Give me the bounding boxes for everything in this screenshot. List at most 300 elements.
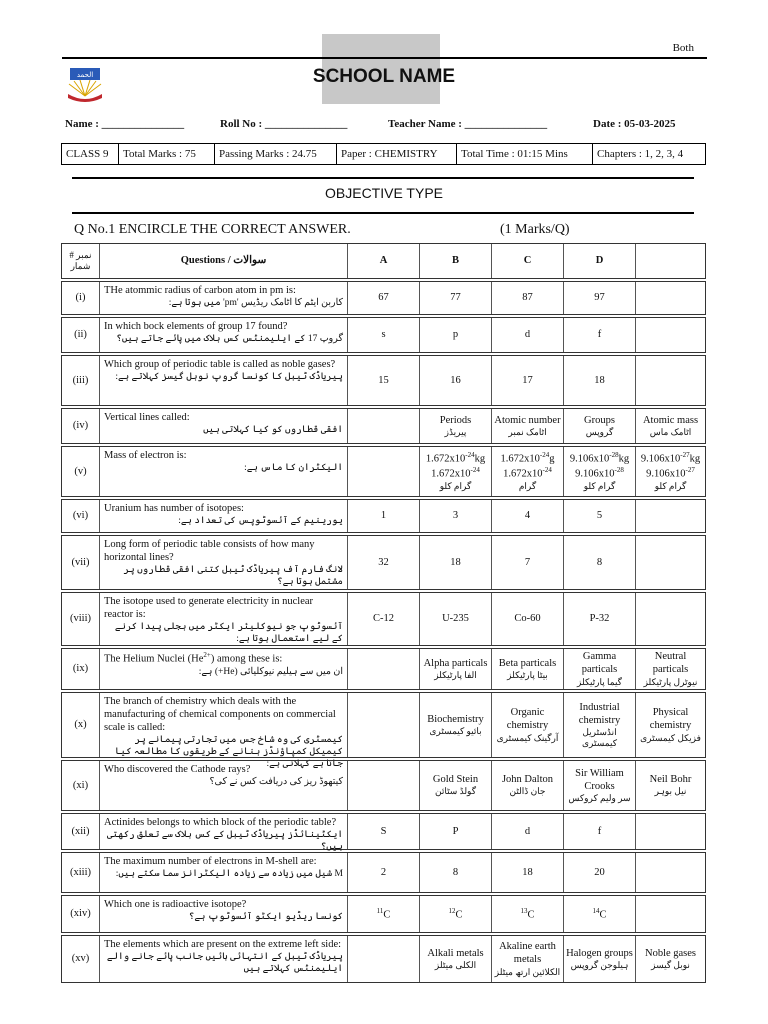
option-c-urdu: گروپس [585, 426, 614, 437]
option-d-text: 20 [594, 866, 605, 878]
option-a-text: C-12 [373, 613, 394, 625]
option-a-urdu: بائیو کیمسٹری [429, 725, 482, 736]
question-urdu: کیتھوڈ ریز کی دریافت کس نے کی؟ [209, 777, 343, 788]
option-d-text: f [597, 329, 602, 341]
option-a[interactable] [348, 593, 420, 645]
class-cell: CLASS 9 [62, 144, 119, 164]
question-urdu: الیکٹران کا ماس ہے: [244, 463, 343, 474]
empty-cell [636, 536, 705, 589]
option-a[interactable] [348, 814, 420, 849]
option-b-text: John Dalton [501, 774, 554, 786]
option-c-urdu: انڈسٹریل کیمسٹری [582, 726, 617, 749]
option-d-text: $^{14}$C [592, 906, 607, 921]
option-c[interactable] [492, 814, 564, 849]
top-rule [62, 57, 707, 59]
option-b-content [450, 374, 461, 387]
question-text: Uranium has number of isotopes: [104, 503, 244, 514]
empty-cell [348, 761, 420, 810]
option-a-content [427, 947, 483, 971]
option-b[interactable] [492, 409, 564, 443]
option-c-content [525, 825, 530, 838]
empty-cell [348, 936, 420, 982]
option-a-content [433, 773, 478, 797]
question-urdu: پیریاڈک ٹیبل کا کونسا گروپ نوبل گیسز کہلاتے ہے: [115, 372, 343, 383]
option-b[interactable] [420, 593, 492, 645]
option-a-text: 32 [378, 556, 389, 568]
option-d-text: 5 [596, 510, 603, 522]
option-b-urdu: آرگینک کیمسٹری [496, 732, 559, 743]
question-text: Long form of periodic table consists of how many horizontal lines? [104, 539, 315, 564]
question-text: In which bock elements of group 17 found? [104, 321, 288, 332]
row-number: (viii) [62, 593, 100, 645]
row-number: (xii) [62, 814, 100, 849]
table-row [61, 813, 706, 850]
option-b-urdu: بیٹا پارٹیکلز [507, 669, 548, 680]
option-a-content [381, 866, 386, 879]
option-d[interactable] [564, 896, 636, 932]
option-a[interactable] [348, 282, 420, 314]
option-b-text: 77 [450, 292, 461, 304]
option-c[interactable] [492, 536, 564, 589]
option-b[interactable] [492, 693, 564, 757]
rule [72, 212, 694, 214]
info-bar [61, 143, 706, 165]
question-urdu: M شیل میں زیادہ سے زیادہ الیکٹرانز سما سکتے ہیں: [115, 869, 343, 880]
option-c-content [525, 556, 530, 569]
option-b-content [499, 657, 556, 681]
option-b-text: U-235 [442, 613, 469, 625]
option-b-content [453, 866, 458, 879]
option-a-content [426, 451, 485, 492]
option-a-urdu: پیریڈز [444, 426, 467, 437]
empty-cell [636, 853, 705, 892]
option-b[interactable] [420, 282, 492, 314]
option-d[interactable] [636, 409, 705, 443]
table-row [61, 852, 706, 893]
question-heading: Q No.1 ENCIRCLE THE CORRECT ANSWER. [74, 222, 351, 237]
option-c[interactable] [564, 409, 636, 443]
option-c-content [514, 612, 540, 625]
option-a-content [381, 509, 386, 522]
option-b-content [494, 414, 560, 438]
option-c-text: Gamma particals [581, 651, 618, 676]
option-b-content [492, 706, 563, 744]
option-a-urdu: گولڈ سٹائن [434, 786, 476, 797]
option-a-text: 1 [380, 510, 387, 522]
option-a[interactable] [348, 896, 420, 932]
option-c-content [564, 767, 635, 805]
question-text: The elements which are present on the extreme left side: [104, 939, 342, 950]
question-cell [100, 896, 348, 932]
row-number: (xiv) [62, 896, 100, 932]
option-b-urdu: گرام [518, 480, 537, 491]
option-c[interactable] [492, 356, 564, 405]
option-b[interactable] [492, 761, 564, 810]
option-a-urdu: گرام کلو [439, 480, 472, 491]
question-cell [100, 409, 348, 443]
question-text: Mass of electron is: [104, 450, 187, 461]
svg-text:الحمد: الحمد [76, 71, 94, 79]
row-number: (iii) [62, 356, 100, 405]
option-a-text: Alkali metals [427, 947, 484, 959]
option-a-urdu: الکلی میٹلز [434, 959, 477, 970]
option-d-content [636, 706, 705, 744]
option-d-content [594, 374, 605, 387]
option-a-text: 15 [378, 374, 389, 386]
question-cell [100, 936, 348, 982]
option-b-text: $1.672x10^{-24}g$ $1.672x10^{-24}$ [500, 451, 555, 480]
option-d[interactable] [564, 593, 636, 645]
option-b[interactable] [420, 814, 492, 849]
option-c-content [564, 650, 635, 688]
table-row [61, 935, 706, 983]
questions-header: Questions / سوالات [100, 244, 348, 278]
option-c-content [520, 907, 534, 922]
question-urdu: افقی قطاروں کو کیا کہلاتی ہیں [203, 425, 343, 436]
empty-cell [636, 356, 705, 405]
option-b-content [442, 612, 469, 625]
table-row [61, 317, 706, 353]
option-a[interactable] [348, 536, 420, 589]
option-d[interactable] [564, 853, 636, 892]
question-urdu: گروپ 17 کے ایلیمنٹس کس بلاک میں پائے جاتے ہیں؟ [116, 334, 343, 345]
option-a-content [381, 825, 387, 838]
option-d-text: Neutral particals [652, 651, 689, 676]
option-c-text: 17 [522, 374, 533, 386]
option-c-text: Halogen groups [566, 947, 633, 959]
option-c-text: 87 [522, 292, 533, 304]
time-cell: Total Time : 01:15 Mins [457, 144, 593, 164]
option-b-urdu: جان ڈالٹن [509, 786, 546, 797]
question-cell [100, 356, 348, 405]
option-d-content [594, 291, 605, 304]
table-row [61, 535, 706, 590]
option-b-content [450, 291, 461, 304]
question-urdu: یورینیم کے آئسوٹوپس کی تعداد ہے: [178, 516, 343, 527]
option-c-urdu: ہیلوجن گروپس [570, 959, 629, 970]
option-c-urdu: گرام کلو [583, 480, 616, 491]
option-d[interactable] [636, 936, 705, 982]
option-a[interactable] [348, 853, 420, 892]
option-c[interactable] [564, 761, 636, 810]
num-header: # نمبر شمار [62, 244, 100, 278]
option-a-text: Alpha particals [423, 657, 488, 669]
option-d[interactable] [636, 693, 705, 757]
option-d-urdu: فزیکل کیمسٹری [640, 732, 701, 743]
option-d-text: P-32 [589, 613, 610, 625]
option-b-text: 3 [452, 510, 459, 522]
option-a-content [378, 374, 389, 387]
empty-cell [636, 896, 705, 932]
option-a[interactable] [348, 356, 420, 405]
option-c-content [570, 451, 629, 492]
option-c-text: d [524, 329, 531, 341]
option-d-content [641, 451, 700, 492]
option-d[interactable] [564, 814, 636, 849]
option-c[interactable] [492, 282, 564, 314]
option-a-text: Biochemistry [427, 713, 484, 725]
question-text: THe atommic radius of carbon atom in pm is: [104, 285, 296, 296]
row-number: (iv) [62, 409, 100, 443]
option-c[interactable] [492, 593, 564, 645]
option-c-content [566, 947, 633, 971]
option-c-text: 4 [524, 510, 531, 522]
option-a-content [373, 612, 394, 625]
option-b-text: Atomic number [494, 414, 561, 426]
table-row [61, 446, 706, 497]
option-b-content [450, 556, 461, 569]
option-b-text: 8 [452, 866, 459, 878]
question-cell [100, 593, 348, 645]
option-c-urdu: گیما پارٹیکلز [577, 676, 622, 687]
row-number: (xi) [62, 761, 100, 810]
passing-marks-cell: Passing Marks : 24.75 [215, 144, 337, 164]
row-number: (v) [62, 447, 100, 496]
option-b[interactable] [420, 500, 492, 532]
option-c[interactable] [492, 500, 564, 532]
option-d-text: $9.106x10^{-27}kg$ $9.106x10^{-27}$ [640, 451, 701, 480]
option-d-content [592, 907, 606, 922]
row-number: (vii) [62, 536, 100, 589]
option-a-text: $1.672x10^{-24}kg$ $1.672x10^{-24}$ [425, 451, 486, 480]
option-b-text: Akaline earth metals [499, 941, 556, 966]
col-b-header: B [420, 244, 492, 278]
option-d-urdu: گرام کلو [654, 480, 687, 491]
question-text: Actinides belongs to which block of the periodic table? [104, 817, 337, 828]
option-d[interactable] [564, 536, 636, 589]
question-cell [100, 761, 348, 810]
table-row [61, 355, 706, 406]
question-text: The branch of chemistry which deals with the manufacturing of chemical components on commercial scale is called: [104, 696, 336, 734]
option-b-text: P [452, 825, 459, 837]
empty-cell [348, 447, 420, 496]
option-d[interactable] [564, 318, 636, 352]
chapters-cell: Chapters : 1, 2, 3, 4 [597, 148, 684, 160]
option-d[interactable] [564, 356, 636, 405]
option-b-content [453, 825, 459, 838]
option-d-content [597, 509, 602, 522]
option-a[interactable] [420, 936, 492, 982]
question-cell [100, 536, 348, 589]
option-c-content [522, 291, 533, 304]
rule [72, 177, 694, 179]
question-cell [100, 500, 348, 532]
option-c-text: 18 [522, 866, 533, 878]
question-cell [100, 447, 348, 496]
option-a[interactable] [420, 761, 492, 810]
question-text: Which group of periodic table is called as noble gases? [104, 359, 336, 370]
option-a[interactable] [420, 409, 492, 443]
option-b[interactable] [420, 356, 492, 405]
option-b-text: 18 [450, 556, 461, 568]
option-d-text: Physical chemistry [649, 707, 692, 732]
empty-cell [636, 814, 705, 849]
option-a-text: S [380, 825, 387, 837]
option-d-content [594, 866, 605, 879]
option-c-text: Groups [584, 414, 615, 426]
option-a[interactable] [420, 649, 492, 689]
option-b[interactable] [420, 896, 492, 932]
option-b[interactable] [420, 318, 492, 352]
option-d-content [590, 612, 610, 625]
option-d-text: Noble gases [644, 947, 697, 959]
option-a-content [381, 328, 385, 341]
question-urdu: کونسا ریڈیو ایکٹو آئسوٹوپ ہے؟ [188, 912, 343, 923]
option-d-text: 18 [594, 374, 605, 386]
option-a[interactable] [420, 447, 492, 496]
row-number: (vi) [62, 500, 100, 532]
option-b[interactable] [420, 536, 492, 589]
option-c-content [522, 866, 533, 879]
option-b-urdu: اٹامک نمبر [508, 426, 547, 437]
option-c-content [564, 701, 635, 750]
option-d[interactable] [636, 649, 705, 689]
row-number: (i) [62, 282, 100, 314]
option-d-content [645, 947, 696, 971]
teacher-field: Teacher Name : _______________ [388, 118, 548, 130]
option-d-urdu: نیوٹرل پارٹیکلز [643, 676, 698, 687]
question-text: The maximum number of electrons in M-shell are: [104, 856, 317, 867]
name-field: Name : _______________ [65, 118, 185, 130]
option-d-content [598, 825, 602, 838]
empty-cell [636, 282, 705, 314]
option-d-text: Neil Bohr [649, 774, 692, 786]
option-b[interactable] [492, 447, 564, 496]
option-a-text: 67 [378, 292, 389, 304]
option-c-urdu: سر ولیم کروکس [568, 793, 631, 803]
option-d[interactable] [564, 500, 636, 532]
question-cell [100, 853, 348, 892]
option-a[interactable] [348, 318, 420, 352]
empty-cell [348, 649, 420, 689]
option-b[interactable] [420, 853, 492, 892]
option-c-content [525, 509, 530, 522]
row-number: (ii) [62, 318, 100, 352]
option-c[interactable] [492, 318, 564, 352]
question-cell [100, 282, 348, 314]
option-c-text: 7 [524, 556, 531, 568]
option-b-urdu: الکلائین ارتھ میٹلز [494, 966, 561, 977]
option-b-content [453, 509, 458, 522]
option-d[interactable] [636, 761, 705, 810]
corner-label: Both [672, 42, 694, 54]
option-c[interactable] [564, 649, 636, 689]
option-b-text: p [452, 329, 459, 341]
option-b-text: $^{12}$C [448, 906, 463, 921]
option-a-content [440, 414, 472, 438]
option-d-content [650, 773, 692, 797]
option-d-text: 97 [594, 292, 605, 304]
section-title: OBJECTIVE TYPE [325, 185, 443, 201]
option-c-text: $^{13}$C [520, 906, 535, 921]
school-name: SCHOOL NAME [312, 66, 456, 87]
option-c-content [522, 374, 533, 387]
option-d-content [597, 556, 602, 569]
option-d-content [598, 328, 602, 341]
option-b[interactable] [492, 936, 564, 982]
option-b-content [453, 328, 458, 341]
date-field: Date : 05-03-2025 [593, 118, 676, 130]
table-row [61, 760, 706, 811]
option-a-content [427, 713, 484, 737]
option-d-text: Atomic mass [642, 414, 699, 426]
roll-field: Roll No : _______________ [220, 118, 348, 130]
col-a-header: A [348, 244, 420, 278]
option-b-content [501, 451, 555, 492]
option-c-text: d [524, 825, 531, 837]
option-c-text: $9.106x10^{-28}kg$ $9.106x10^{-28}$ [569, 451, 630, 480]
option-a[interactable] [348, 500, 420, 532]
question-text: Which one is radioactive isotope? [104, 899, 247, 910]
option-c-content [525, 328, 530, 341]
option-d-text: 8 [596, 556, 603, 568]
option-b-content [502, 773, 553, 797]
option-b-content [448, 907, 462, 922]
question-text: Who discovered the Cathode rays? [104, 764, 251, 775]
option-c[interactable] [492, 896, 564, 932]
option-d-urdu: نوبل گیسز [651, 959, 690, 970]
question-urdu: کیمسٹری کی وہ شاخ جس میں تجارتی پیمانے پر کیمیکل کمپاؤنڈز بنانے کے طریقوں کا مطالعہ کیا جاتا ہے کہلاتی ہے: [114, 735, 343, 770]
table-row [61, 648, 706, 690]
option-b-text: 16 [450, 374, 461, 386]
option-c[interactable] [564, 936, 636, 982]
empty-cell [636, 500, 705, 532]
option-a-content [378, 291, 389, 304]
table-row [61, 408, 706, 444]
option-a-urdu: الفا پارٹیکلز [434, 669, 477, 680]
option-d-content [636, 650, 705, 688]
marks-label: (1 Marks/Q) [500, 222, 570, 237]
option-a[interactable] [420, 693, 492, 757]
option-b-content [492, 940, 563, 978]
option-c[interactable] [564, 447, 636, 496]
option-c-text: Sir William Crooks [575, 767, 624, 792]
empty-cell [636, 593, 705, 645]
row-number: (xv) [62, 936, 100, 982]
col-d-header: D [564, 244, 636, 278]
table-row [61, 592, 706, 646]
question-urdu: لانگ فارم آف پیریاڈک ٹیبل کتنی افقی قطاروں پر مشتمل ہوتا ہے؟ [123, 565, 343, 588]
question-urdu: کاربن ایٹم کا اٹامک ریڈیس 'pm' میں ہوتا ہے: [168, 298, 343, 309]
option-b-text: Organic chemistry [506, 707, 549, 732]
option-a-content [378, 556, 389, 569]
option-a-text: Gold Stein [432, 774, 479, 786]
question-text: The Helium Nuclei $(He^{2+})$ among these is: [104, 651, 283, 665]
option-b-text: Beta particals [498, 657, 557, 669]
table-row [61, 499, 706, 533]
question-cell [100, 814, 348, 852]
question-urdu: پیریاڈک ٹیبل کے انتہائی بائیں جانب پائے جانے والے ایلیمنٹس کہلاتے ہیں [106, 952, 343, 974]
total-marks-cell: Total Marks : 75 [119, 144, 215, 164]
option-a-text: 2 [380, 866, 387, 878]
option-c[interactable] [492, 853, 564, 892]
row-number: (ix) [62, 649, 100, 689]
question-cell [100, 649, 348, 689]
option-d-urdu: نیل بوہر [654, 786, 687, 797]
option-a-text: Periods [439, 414, 472, 426]
option-d-text: f [597, 825, 602, 837]
empty-cell [348, 693, 420, 757]
option-d-urdu: اٹامک ماس [649, 426, 692, 437]
table-row [61, 895, 706, 933]
option-d[interactable] [564, 282, 636, 314]
option-b[interactable] [492, 649, 564, 689]
option-d-content [643, 414, 698, 438]
col-c-header: C [492, 244, 564, 278]
option-c[interactable] [564, 693, 636, 757]
option-d[interactable] [636, 447, 705, 496]
question-urdu: آئسوٹوپ جو نیوکلیئر ایکٹر میں بجلی پیدا کرنے کے لیے استعمال ہوتا ہے: [114, 622, 343, 645]
